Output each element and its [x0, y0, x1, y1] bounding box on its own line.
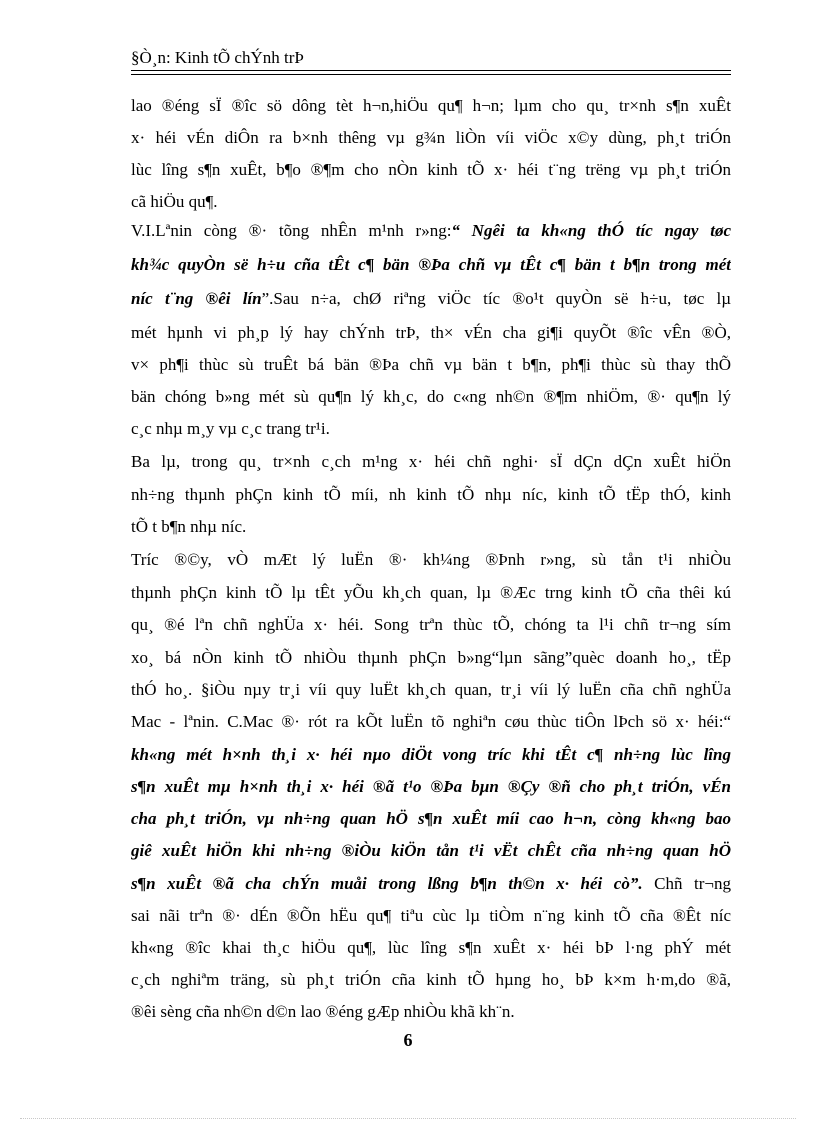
text-line	[131, 679, 731, 701]
text-segment: c¸c nhµ m¸y vµ c¸c trang tr¹i.	[131, 419, 330, 438]
text-line	[131, 1001, 731, 1023]
text-line	[131, 191, 731, 213]
text-line	[131, 484, 731, 506]
text-line	[131, 873, 731, 895]
header-rule-thick	[131, 70, 731, 71]
text-line	[131, 549, 731, 571]
quoted-bold-italic-text: cha ph¸t triÓn, vµ nh÷ng quan hÖ s¶n xuÊt míi cao h¬n, còng kh«ng bao	[131, 809, 731, 828]
quoted-bold-italic-text: giê xuÊt hiÖn khi nh÷ng ®iÒu kiÖn tån t¹i vËt chÊt cña nh÷ng quan hÖ	[131, 841, 731, 860]
text-segment: thÓ ho¸. §iÒu nµy tr¸i víi quy luËt kh¸ch quan, tr¸i víi lý luËn cña chñ nghÜa	[131, 680, 731, 699]
text-segment: ®êi sèng cña nh©n d©n lao ®éng gÆp nhiÒu khã kh¨n.	[131, 1002, 515, 1021]
text-line	[131, 322, 731, 344]
text-line	[131, 516, 731, 538]
quoted-bold-italic-text: níc t¨ng ®êi lín	[131, 289, 262, 308]
text-line	[131, 95, 731, 117]
text-line	[131, 386, 731, 408]
text-line	[131, 159, 731, 181]
text-line	[131, 451, 731, 473]
text-segment: nh÷ng thµnh phÇn kinh tÕ míi, nh kinh tÕ nhµ níc, kinh tÕ tËp thÓ, kinh	[131, 485, 731, 504]
quoted-bold-italic-text: kh«ng mét h×nh th¸i x· héi nµo diÖt vong tríc khi tÊt c¶ nh÷ng lùc lîng	[131, 745, 731, 764]
text-line	[131, 969, 731, 991]
text-line	[131, 254, 731, 276]
text-segment: Chñ tr¬ng	[642, 874, 731, 893]
text-segment: bän chóng b»ng mét sù qu¶n lý kh¸c, do c«ng nh©n ®¶m nhiÖm, ®· qu¶n lý	[131, 387, 731, 406]
text-line	[131, 127, 731, 149]
document-header: §Ò¸n: Kinh tÕ chÝnh trÞ	[131, 48, 304, 67]
page-number: 6	[403, 1030, 413, 1050]
text-segment: qu¸ ®é lªn chñ nghÜa x· héi. Song trªn thùc tÕ, chóng ta l¹i chñ tr¬ng sím	[131, 615, 731, 634]
text-line	[131, 808, 731, 830]
quoted-bold-italic-text: kh¾c quyÒn së h÷u cña tÊt c¶ bän ®Þa chñ vµ tÊt c¶ bän t b¶n trong mét	[131, 255, 731, 274]
text-segment: Ba lµ, trong qu¸ tr×nh c¸ch m¹ng x· héi chñ nghi· sÏ dÇn dÇn xuÊt hiÖn	[131, 452, 731, 471]
text-segment: sai nãi trªn ®· dÉn ®Õn hËu qu¶ tiªu cùc lµ tiÒm n¨ng kinh tÕ cña ®Êt níc	[131, 906, 731, 925]
text-line	[131, 840, 731, 862]
text-segment: Tríc ®©y, vÒ mÆt lý luËn ®· kh¼ng ®Þnh r»ng, sù tån t¹i nhiÒu	[131, 550, 731, 569]
text-segment: cã hiÖu qu¶.	[131, 192, 218, 211]
text-line	[131, 614, 731, 636]
text-segment: x· héi vÉn diÔn ra b×nh thêng vµ g¾n liÒn víi viÖc x©y dùng, ph¸t triÓn	[131, 128, 731, 147]
text-line	[131, 937, 731, 959]
text-segment: ”.Sau n÷a, chØ riªng viÖc tíc ®o¹t quyÒn së h÷u, tøc lµ	[261, 289, 731, 308]
quoted-bold-italic-text: “ Ngêi ta kh«ng thÓ tíc ngay tøc	[451, 221, 731, 240]
text-line	[131, 582, 731, 604]
text-segment: xo¸ bá nÒn kinh tÕ nhiÒu thµnh phÇn b»ng“lµn sãng”quèc doanh ho¸, tËp	[131, 648, 731, 667]
text-line	[131, 647, 731, 669]
text-line	[131, 354, 731, 376]
text-line	[131, 776, 731, 798]
header-rule-thin	[131, 74, 731, 75]
text-segment: v× ph¶i thùc sù truÊt bá bän ®Þa chñ vµ bän t b¶n, ph¶i thùc sù thay thÕ	[131, 355, 731, 374]
text-segment: lao ®éng sÏ ®îc sö dông tèt h¬n,hiÖu qu¶ h¬n; lµm cho qu¸ tr×nh s¶n xuÊt	[131, 96, 731, 115]
text-line	[131, 905, 731, 927]
text-segment: lùc lîng s¶n xuÊt, b¶o ®¶m cho nÒn kinh tÕ x· héi t¨ng trëng vµ ph¸t triÓn	[131, 160, 731, 179]
text-line	[131, 220, 731, 242]
text-line	[131, 744, 731, 766]
text-line	[131, 288, 731, 310]
page-bottom-dotted-border	[20, 1118, 796, 1119]
text-segment: tÕ t b¶n nhµ níc.	[131, 517, 247, 536]
quoted-bold-italic-text: s¶n xuÊt mµ h×nh th¸i x· héi ®ã t¹o ®Þa bµn ®Çy ®ñ cho ph¸t triÓn, vÉn	[131, 777, 731, 796]
text-line	[131, 711, 731, 733]
text-segment: mét hµnh vi ph¸p lý hay chÝnh trÞ, th× vÉn cha gi¶i quyÕt ®îc vÊn ®Ò,	[131, 323, 731, 342]
text-segment: Mac - lªnin. C.Mac ®· rót ra kÕt luËn tõ nghiªn cøu thùc tiÔn lÞch sö x· héi:“	[131, 712, 731, 731]
text-line	[131, 418, 731, 440]
text-segment: c¸ch nghiªm träng, sù ph¸t triÓn cña kinh tÕ hµng ho¸ bÞ k×m h·m,do ®ã,	[131, 970, 731, 989]
quoted-bold-italic-text: s¶n xuÊt ®ã cha chÝn muåi trong lßng b¶n th©n x· héi cò”.	[131, 874, 643, 893]
text-segment: kh«ng ®îc khai th¸c hiÖu qu¶, lùc lîng s¶n xuÊt x· héi bÞ l·ng phÝ mét	[131, 938, 731, 957]
text-segment: V.I.Lªnin còng ®· tõng nhÊn m¹nh r»ng:	[131, 221, 452, 240]
text-segment: thµnh phÇn kinh tÕ lµ tÊt yÕu kh¸ch quan, lµ ®Æc trng kinh tÕ cña thêi kú	[131, 583, 731, 602]
